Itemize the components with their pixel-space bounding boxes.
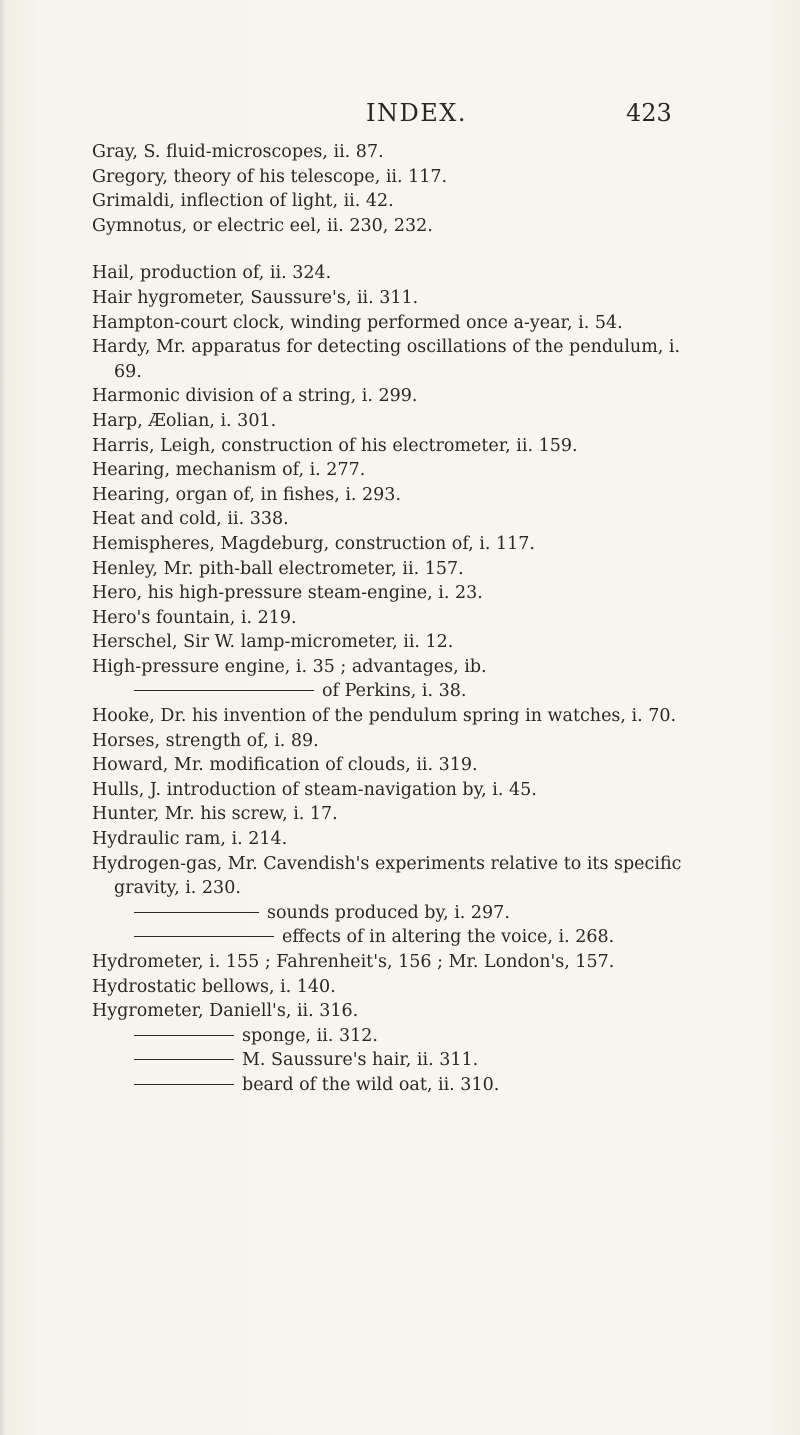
index-entry: Hearing, mechanism of, i. 277. (92, 460, 366, 481)
index-subentry (92, 901, 712, 926)
index-list (92, 140, 712, 1098)
index-entry: Hulls, J. introduction of steam-navigation by, i. 45. (92, 779, 537, 800)
index-entry: Gymnotus, or electric eel, ii. 230, 232. (92, 215, 433, 236)
index-entry: Heat and cold, ii. 338. (92, 509, 289, 530)
index-entry: Harmonic division of a string, i. 299. (92, 386, 418, 407)
subentry-text: effects of in altering the voice, i. 268. (282, 927, 615, 948)
index-entry: High-pressure engine, i. 35 ; advantages, ib. (92, 656, 487, 677)
index-entry: Hair hygrometer, Saussure's, ii. 311. (92, 287, 419, 308)
index-entry: Hero, his high-pressure steam-engine, i. 23. (92, 583, 483, 604)
subentry-text: sounds produced by, i. 297. (267, 902, 510, 923)
index-entry: Grimaldi, inflection of light, ii. 42. (92, 191, 394, 212)
index-entry: Hero's fountain, i. 219. (92, 607, 297, 628)
ditto-dash (134, 1059, 234, 1060)
index-entry: Hearing, organ of, in fishes, i. 293. (92, 484, 402, 505)
running-header (0, 99, 800, 139)
index-subentry (92, 1024, 712, 1049)
index-subentry (92, 1073, 712, 1098)
index-entry: Hampton-court clock, winding performed once a-year, i. 54. (92, 312, 623, 333)
index-entry: Hydrostatic bellows, i. 140. (92, 976, 336, 997)
subentry-text: of Perkins, i. 38. (322, 681, 467, 702)
index-entry: Herschel, Sir W. lamp-micrometer, ii. 12. (92, 632, 454, 653)
index-entry: Hail, production of, ii. 324. (92, 263, 332, 284)
ditto-dash (134, 1084, 234, 1085)
index-entry: Howard, Mr. modification of clouds, ii. 319. (92, 755, 478, 776)
ditto-dash (134, 1035, 234, 1036)
header-title: INDEX. (366, 99, 467, 127)
index-entry: Hardy, Mr. apparatus for detecting oscillations of the pendulum, i. 69. (92, 337, 681, 382)
page-number: 423 (626, 99, 672, 127)
index-subentry (92, 679, 712, 704)
index-subentry (92, 1048, 712, 1073)
index-entry: Harris, Leigh, construction of his electrometer, ii. 159. (92, 435, 578, 456)
index-entry: Gray, S. fluid-microscopes, ii. 87. (92, 142, 384, 162)
index-entry: Hygrometer, Daniell's, ii. 316. (92, 1001, 359, 1022)
index-entry: Harp, Æolian, i. 301. (92, 410, 277, 431)
index-entry: Hunter, Mr. his screw, i. 17. (92, 804, 338, 825)
index-entry: Hydraulic ram, i. 214. (92, 829, 288, 850)
subentry-text: M. Saussure's hair, ii. 311. (242, 1050, 479, 1071)
ditto-dash (134, 912, 259, 913)
index-entry: Hemispheres, Magdeburg, construction of, i. 117. (92, 533, 535, 554)
index-entry: Hydrogen-gas, Mr. Cavendish's experiments relative to its specific gravity, i. 230. (92, 853, 682, 899)
ditto-dash (134, 690, 314, 691)
index-entry: Hydrometer, i. 155 ; Fahrenheit's, 156 ; Mr. London's, 157. (92, 952, 615, 972)
index-entry: Horses, strength of, i. 89. (92, 730, 319, 751)
index-entry: Henley, Mr. pith-ball electrometer, ii. 157. (92, 558, 464, 579)
page-edge-shadow (0, 0, 6, 1435)
ditto-dash (134, 936, 274, 937)
index-entry: Gregory, theory of his telescope, ii. 117. (92, 166, 448, 187)
index-entry: Hooke, Dr. his invention of the pendulum spring in watches, i. 70. (92, 706, 677, 727)
subentry-text: beard of the wild oat, ii. 310. (242, 1074, 500, 1095)
subentry-text: sponge, ii. 312. (242, 1025, 378, 1046)
index-subentry (92, 925, 712, 950)
